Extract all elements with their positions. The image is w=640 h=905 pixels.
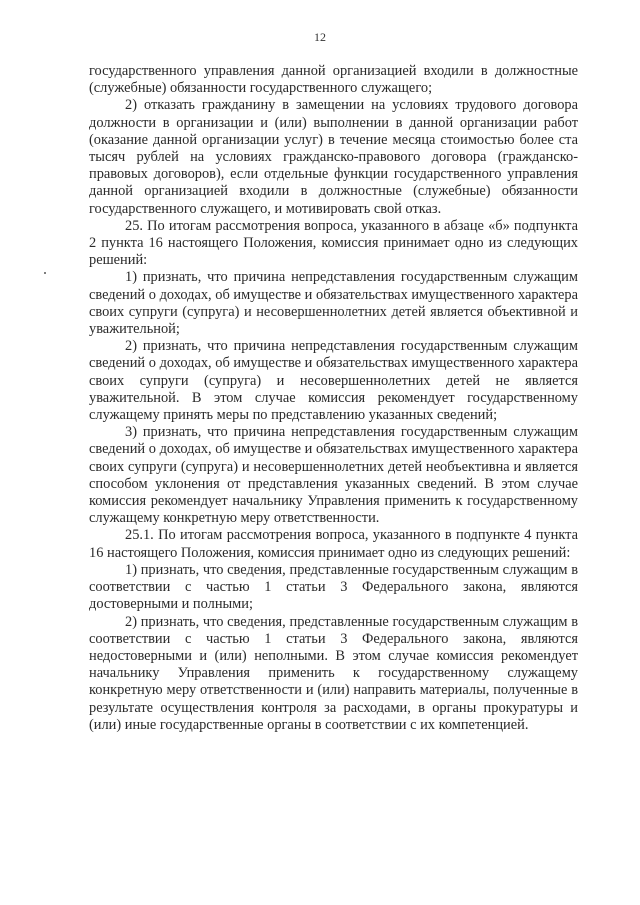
- paragraph-clause-25-item-1: 1) признать, что причина непредставления государственным служащим сведений о доходах, об имуществе и обязательствах имущественного характера своих супруги (супруга) и несовершеннолетних детей является объективной и уважительной;: [89, 269, 578, 338]
- paragraph-continuation: государственного управления данной организацией входили в должностные (служебные) обязанности государственного служащего;: [89, 63, 578, 97]
- paragraph-clause-25: 25. По итогам рассмотрения вопроса, указанного в абзаце «б» подпункта 2 пункта 16 настоящего Положения, комиссия принимает одно из следующих решений:: [89, 217, 578, 269]
- page-number: 12: [314, 30, 326, 44]
- paragraph-clause-25-1-item-2: 2) признать, что сведения, представленные государственным служащим в соответствии с частью 1 статьи 3 Федерального закона, являются недостоверными и (или) неполными. В этом случае комиссия рекомендует начальнику Управления применить к государственному служащему конкретную меру ответственности и (или) направить материалы, полученные в результате осуществления контроля за расходами, в органы прокуратуры и (или) иные государственные органы в соответствии с их компетенцией.: [89, 613, 578, 733]
- paragraph-item-2-refuse: 2) отказать гражданину в замещении на условиях трудового договора должности в организации и (или) выполнении в данной организации работ (оказание данной организации услуг) в течение месяца стоимостью более ста тысяч рублей на условиях гражданско-правового договора (гражданско-правовых договоров), если отдельные функции государственного управления данной организацией входили в должностные (служебные) обязанности государственного служащего, и мотивировать свой отказ.: [89, 97, 578, 217]
- document-body: [89, 63, 578, 734]
- scan-speck: [44, 272, 46, 274]
- paragraph-clause-25-1: 25.1. По итогам рассмотрения вопроса, указанного в подпункте 4 пункта 16 настоящего Положения, комиссия принимает одно из следующих решений:: [89, 527, 578, 561]
- paragraph-clause-25-item-3: 3) признать, что причина непредставления государственным служащим сведений о доходах, об имуществе и обязательствах имущественного характера своих супруги (супруга) и несовершеннолетних детей необъективна и является способом уклонения от представления указанных сведений. В этом случае комиссия рекомендует начальнику Управления применить к государственному служащему конкретную меру ответственности.: [89, 424, 578, 527]
- paragraph-clause-25-item-2: 2) признать, что причина непредставления государственным служащим сведений о доходах, об имуществе и обязательствах имущественного характера своих супруги (супруга) и несовершеннолетних детей не является уважительной. В этом случае комиссия рекомендует государственному служащему принять меры по представлению указанных сведений;: [89, 338, 578, 424]
- paragraph-clause-25-1-item-1: 1) признать, что сведения, представленные государственным служащим в соответствии с частью 1 статьи 3 Федерального закона, являются достоверными и полными;: [89, 561, 578, 613]
